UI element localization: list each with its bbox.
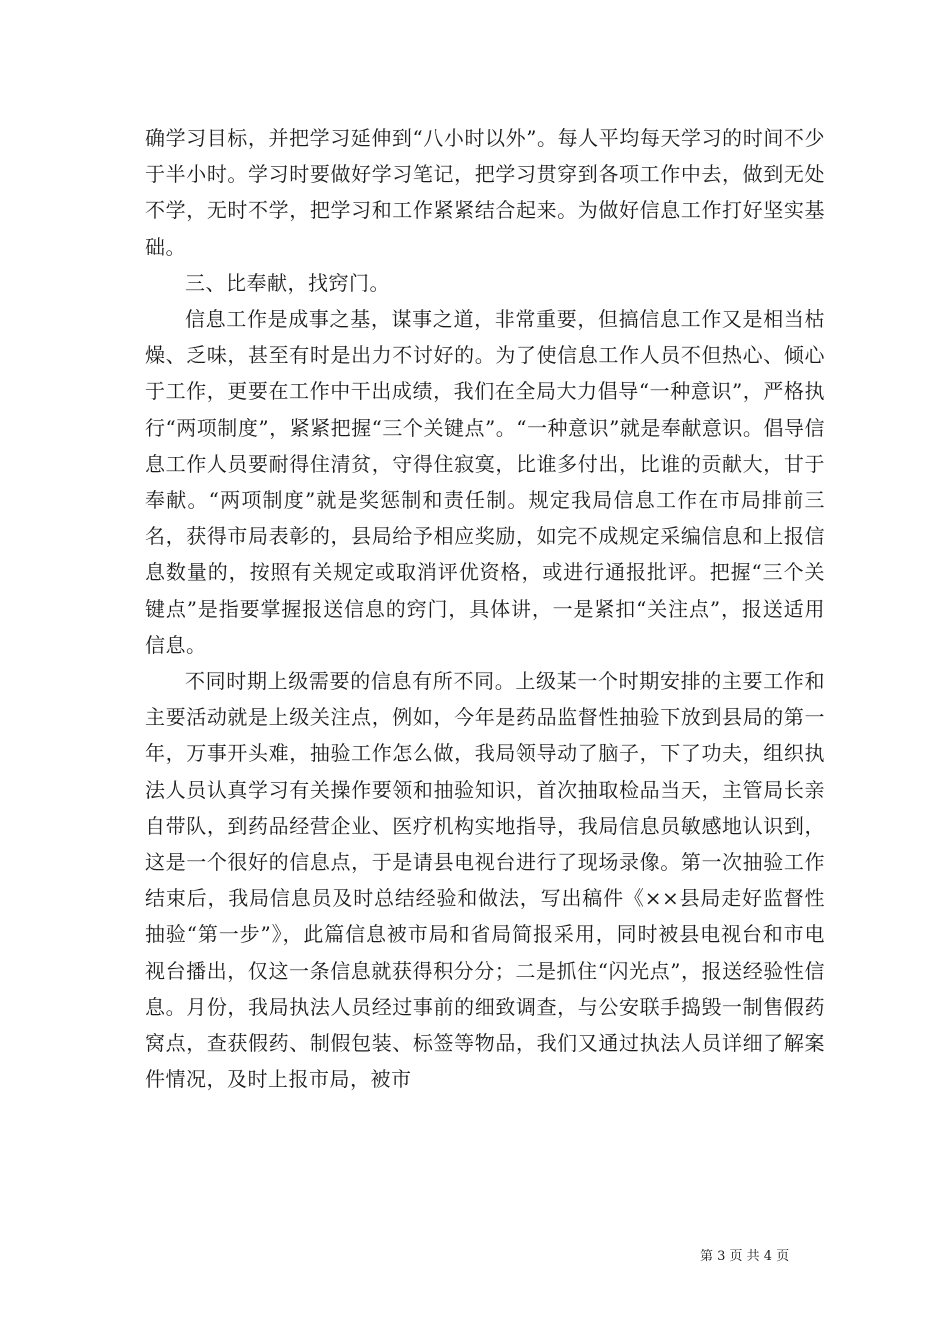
paragraph-4: 不同时期上级需要的信息有所不同。上级某一个时期安排的主要工作和主要活动就是上级关注点，例如，今年是药品监督性抽验下放到县局的第一年，万事开头难，抽验工作怎么做，我局领导动了脑子，下了功夫，组织执法人员认真学习有关操作要领和抽验知识，首次抽取检品当天，主管局长亲自带队，到药品经营企业、医疗机构实地指导，我局信息员敏感地认识到，这是一个很好的信息点，于是请县电视台进行了现场录像。第一次抽验工作结束后，我局信息员及时总结经验和做法，写出稿件《××县局走好监督性抽验“第一步”》，此篇信息被市局和省局简报采用，同时被县电视台和市电视台播出，仅这一条信息就获得积分分；二是抓住“闪光点”，报送经验性信息。月份，我局执法人员经过事前的细致调查，与公安联手捣毁一制售假药窝点，查获假药、制假包装、标签等物品，我们又通过执法人员详细了解案件情况，及时上报市局，被市 bbox=[145, 669, 825, 1092]
paragraph-2-heading: 三、比奉献，找窍门。 bbox=[185, 270, 390, 295]
page-number-footer: 第 3 页 共 4 页 bbox=[700, 1249, 790, 1264]
document-body bbox=[145, 120, 825, 1097]
paragraph-3: 信息工作是成事之基，谋事之道，非常重要，但搞信息工作又是相当枯燥、乏味，甚至有时是出力不讨好的。为了使信息工作人员不但热心、倾心于工作，更要在工作中干出成绩，我们在全局大力倡导“一种意识”，严格执行“两项制度”，紧紧把握“三个关键点”。“一种意识”就是奉献意识。倡导信息工作人员要耐得住清贫，守得住寂寞，比谁多付出，比谁的贡献大，甘于奉献。“两项制度”就是奖惩制和责任制。规定我局信息工作在市局排前三名，获得市局表彰的，县局给予相应奖励，如完不成规定采编信息和上报信息数量的，按照有关规定或取消评优资格，或进行通报批评。把握“三个关键点”是指要掌握报送信息的窍门，具体讲，一是紧扣“关注点”，报送适用信息。 bbox=[145, 307, 825, 657]
paragraph-1: 确学习目标，并把学习延伸到“八小时以外”。每人平均每天学习的时间不少于半小时。学习时要做好学习笔记，把学习贯穿到各项工作中去，做到无处不学，无时不学，把学习和工作紧紧结合起来。为做好信息工作打好坚实基础。 bbox=[145, 126, 825, 259]
